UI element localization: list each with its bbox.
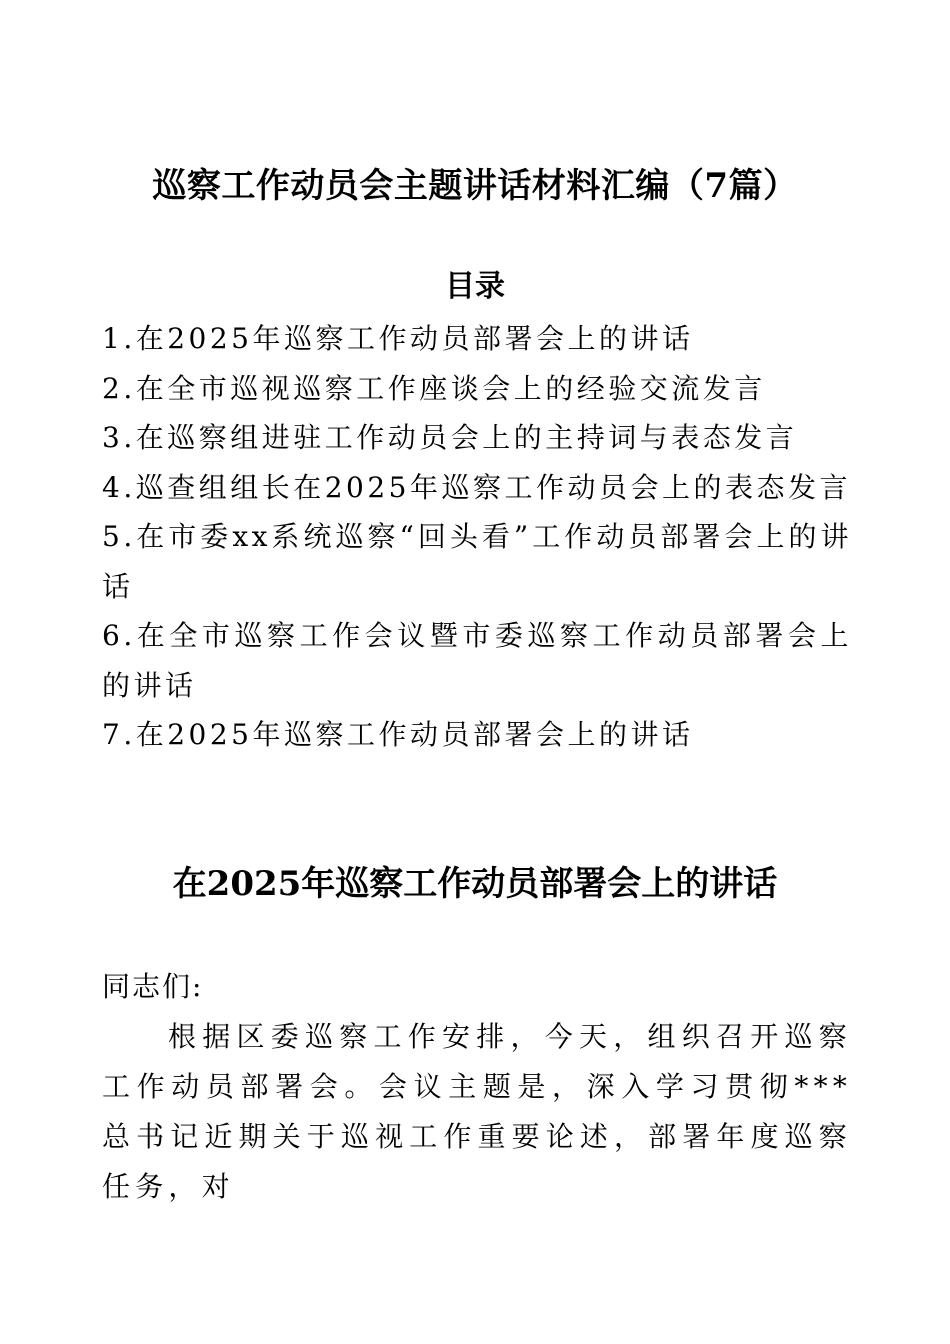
body-paragraph: 根据区委巡察工作安排，今天，组织召开巡察工作动员部署会。会议主题是，深入学习贯彻***总书记近期关于巡视工作重要论述，部署年度巡察任务，对	[102, 1020, 852, 1203]
toc-heading: 目录	[445, 269, 505, 304]
toc-item-7: 7.在2025年巡察工作动员部署会上的讲话	[102, 718, 694, 751]
table-of-contents	[102, 314, 852, 760]
toc-item-4: 4.巡查组组长在2025年巡察工作动员会上的表态发言	[102, 470, 851, 504]
body-text	[102, 962, 852, 1212]
document-title: 巡察工作动员会主题讲话材料汇编（7篇）	[152, 166, 798, 206]
toc-item-5: 5.在市委xx系统巡察“回头看”工作动员部署会上的讲话	[102, 520, 852, 603]
toc-item-6: 6.在全市巡察工作会议暨市委巡察工作动员部署会上的讲话	[102, 619, 852, 702]
toc-item-1: 1.在2025年巡察工作动员部署会上的讲话	[102, 322, 694, 355]
salutation: 同志们:	[102, 970, 204, 1003]
toc-item-3: 3.在巡察组进驻工作动员会上的主持词与表态发言	[102, 421, 798, 454]
toc-item-2: 2.在全市巡视巡察工作座谈会上的经验交流发言	[102, 371, 766, 405]
section-title: 在2025年巡察工作动员部署会上的讲话	[172, 864, 778, 904]
